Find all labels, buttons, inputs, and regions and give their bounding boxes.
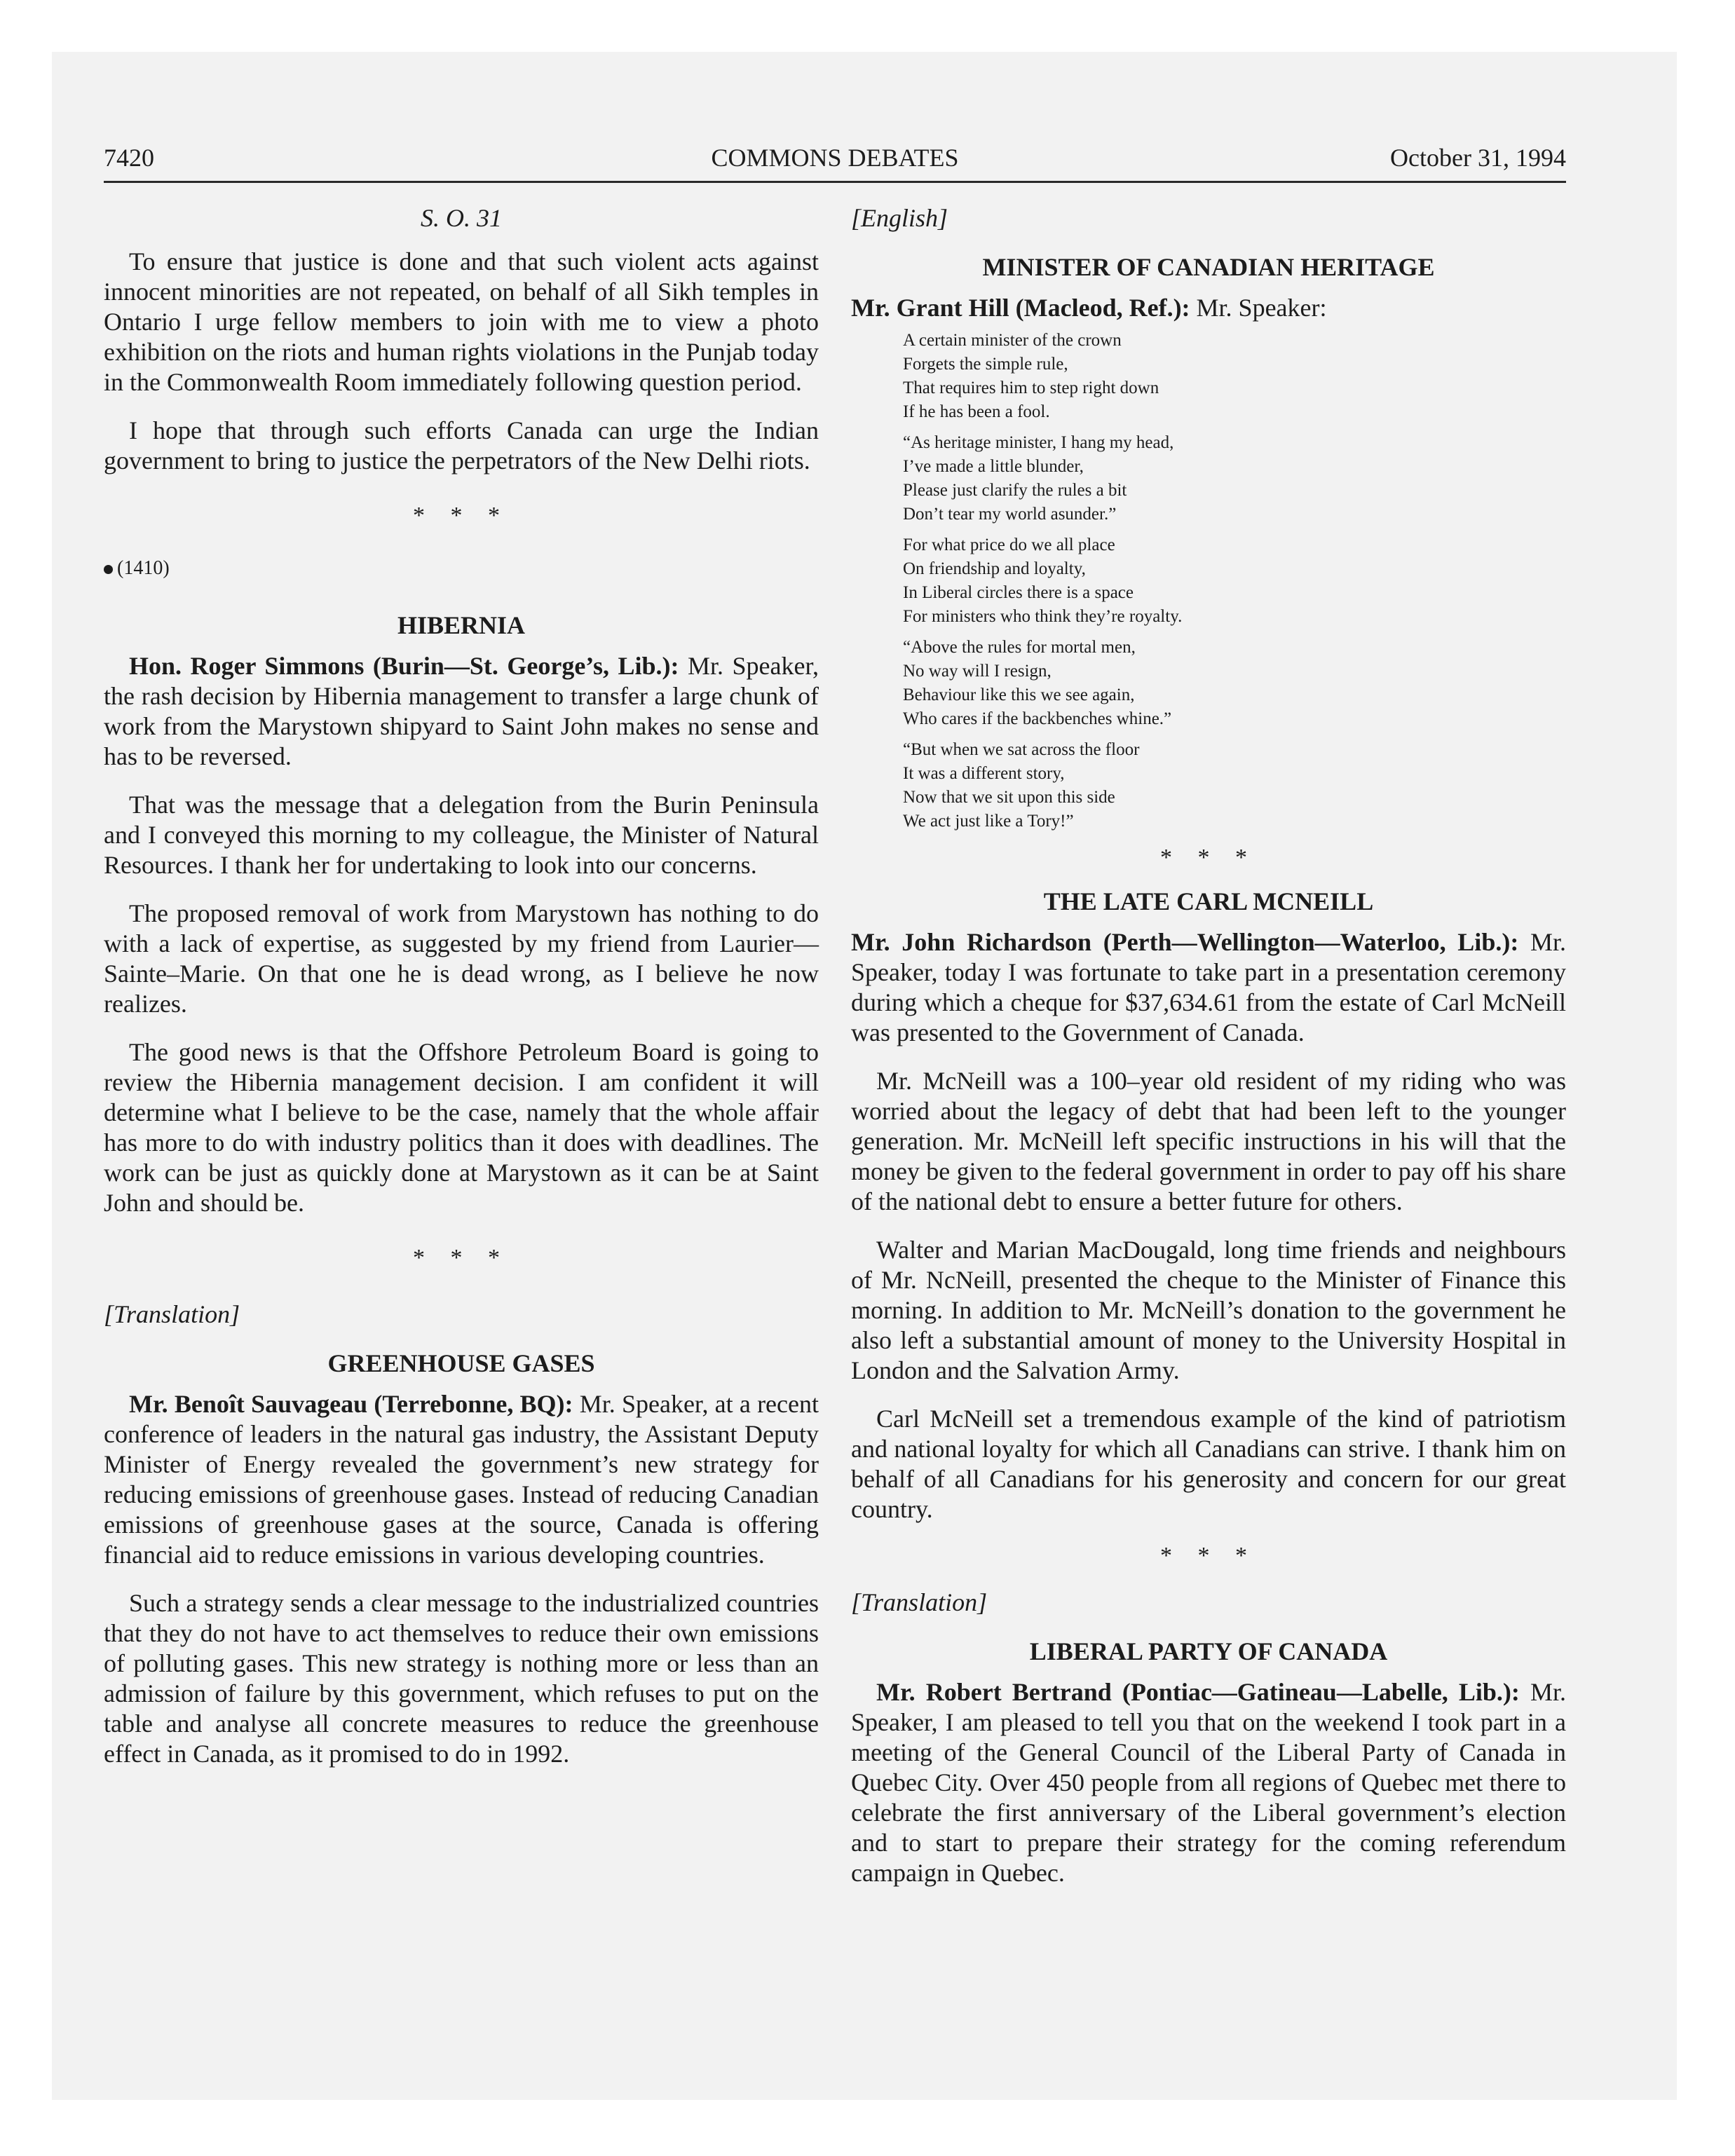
section-heading-greenhouse: GREENHOUSE GASES (327, 1349, 595, 1377)
speaker-name: Mr. Benoît Sauvageau (Terrebonne, BQ): (129, 1390, 573, 1418)
poem-line: That requires him to step right down (903, 378, 1159, 397)
poem-line: Please just clarify the rules a bit (903, 481, 1127, 500)
poem-line: In Liberal circles there is a space (903, 583, 1134, 602)
speech-text: Mr. Speaker: (1196, 294, 1327, 322)
speech-paragraph (851, 293, 1566, 323)
section-separator: * * * (413, 503, 510, 528)
paragraph: That was the message that a delegation from the Burin Peninsula and I conveyed this morning to my colleague, the Minister of Natural Resources. I thank her for undertaking to look into our concerns. (104, 791, 819, 879)
paragraph: Such a strategy sends a clear message to the industrialized countries that they do not have to act themselves to reduce their own emissions of polluting gases. This new strategy is nothing more or less than an admission of failure by this government, which refuses to put on the table and analyse all concrete measures to reduce the greenhouse effect in Canada, as it promised to do in 1992. (104, 1589, 819, 1768)
poem-stanza (903, 431, 1566, 526)
paragraph: To ensure that justice is done and that such violent acts against innocent minorities are not repeated, on behalf of all Sikh temples in Ontario I urge fellow members to join with me to view a photo exhibition on the riots and human rights violations in the Punjab today in the Commonwealth Room immediately following question period. (104, 247, 819, 396)
poem-line: Now that we sit upon this side (903, 788, 1115, 807)
page-header (104, 140, 1566, 183)
poem-line: “But when we sat across the floor (903, 740, 1140, 759)
section-heading-heritage: MINISTER OF CANADIAN HERITAGE (982, 253, 1435, 281)
poem (903, 329, 1566, 833)
poem-stanza (903, 533, 1566, 629)
speech-text: Mr. Speaker, at a recent conference of leaders in the natural gas industry, the Assistant Deputy Minister of Energy revealed the government’s new strategy for reducing emissions of greenhouse gases. Instead of reducing Canadian emissions of greenhouse gases at the source, Canada is offering financial aid to reduce emissions in various developing countries. (104, 1390, 819, 1569)
poem-line: “Above the rules for mortal men, (903, 638, 1136, 657)
speech-text: Mr. Speaker, I am pleased to tell you that on the weekend I took part in a meeting of the General Council of the Liberal Party of Canada in Quebec City. Over 450 people from all regions of Quebec met there to celebrate the first anniversary of the Liberal government’s election and to start to prepare their strategy for the coming referendum campaign in Quebec. (851, 1678, 1566, 1887)
poem-line: “As heritage minister, I hang my head, (903, 433, 1174, 452)
standing-order-label: S. O. 31 (421, 204, 502, 232)
poem-line: I’ve made a little blunder, (903, 457, 1084, 476)
poem-stanza (903, 738, 1566, 833)
paragraph: Carl McNeill set a tremendous example of the kind of patriotism and national loyalty for which all Canadians can strive. I thank him on behalf of all Canadians for his generosity and concern for our great country. (851, 1405, 1566, 1523)
bullet-icon (104, 565, 113, 574)
poem-line: We act just like a Tory!” (903, 812, 1074, 831)
section-separator: * * * (413, 1245, 510, 1271)
speech-text: Mr. Speaker, the rash decision by Hibernia management to transfer a large chunk of work from the Marystown shipyard to Saint John makes no sense and has to be reversed. (104, 652, 819, 770)
language-label: [Translation] (104, 1300, 240, 1328)
poem-stanza (903, 329, 1566, 424)
section-heading-hibernia: HIBERNIA (397, 611, 526, 639)
speaker-name: Hon. Roger Simmons (Burin—St. George’s, Lib.): (129, 652, 679, 680)
poem-stanza (903, 636, 1566, 731)
speaker-name: Mr. Grant Hill (Macleod, Ref.): (851, 294, 1190, 322)
poem-line: Behaviour like this we see again, (903, 685, 1135, 704)
paragraph: Mr. McNeill was a 100–year old resident of my riding who was worried about the legacy of debt that had been left to the younger generation. Mr. McNeill left specific instructions in his will that the money be given to the federal government in order to pay off his share of the national debt to ensure a better future for others. (851, 1067, 1566, 1215)
language-label: [Translation] (851, 1588, 988, 1616)
poem-line: Don’t tear my world asunder.” (903, 505, 1117, 524)
poem-line: No way will I resign, (903, 662, 1052, 681)
poem-line: If he has been a fool. (903, 402, 1050, 421)
poem-line: For what price do we all place (903, 535, 1115, 554)
section-heading-liberal: LIBERAL PARTY OF CANADA (1029, 1637, 1388, 1665)
language-label: [English] (851, 204, 948, 232)
speech-paragraph (851, 1677, 1566, 1888)
section-separator: * * * (1160, 1543, 1257, 1569)
left-column (104, 203, 819, 1787)
paragraph: The good news is that the Offshore Petroleum Board is going to review the Hibernia management decision. I am confident it will determine what I believe to be the case, namely that the whole affair has more to do with industry politics than it does with deadlines. The work can be just as quickly done at Marystown as it can be at Saint John and should be. (104, 1038, 819, 1217)
poem-line: Forgets the simple rule, (903, 355, 1068, 374)
speech-text: Mr. Speaker, today I was fortunate to take part in a presentation ceremony during which a cheque for $37,634.61 from the estate of Carl McNeill was presented to the Government of Canada. (851, 928, 1566, 1046)
timestamp-text: (1410) (117, 557, 170, 579)
timestamp (104, 557, 819, 580)
poem-line: Who cares if the backbenches whine.” (903, 709, 1172, 728)
speaker-name: Mr. John Richardson (Perth—Wellington—Waterloo, Lib.): (851, 928, 1519, 956)
publication-title: COMMONS DEBATES (711, 144, 959, 172)
speech-paragraph (104, 1389, 819, 1570)
section-separator: * * * (1160, 845, 1257, 871)
paragraph: The proposed removal of work from Marystown has nothing to do with a lack of expertise, as suggested by my friend from Laurier—Sainte–Marie. On that one he is dead wrong, as I believe he now realizes. (104, 899, 819, 1018)
poem-line: For ministers who think they’re royalty. (903, 607, 1183, 626)
page-number: 7420 (104, 144, 154, 172)
poem-line: A certain minister of the crown (903, 331, 1122, 350)
poem-line: It was a different story, (903, 764, 1065, 783)
speaker-name: Mr. Robert Bertrand (Pontiac—Gatineau—Labelle, Lib.): (876, 1678, 1520, 1706)
right-column (851, 203, 1566, 1906)
paragraph: Walter and Marian MacDougald, long time friends and neighbours of Mr. NcNeill, presented the cheque to the Minister of Finance this morning. In addition to Mr. McNeill’s donation to the government he also left a substantial amount of money to the University Hospital in London and the Salvation Army. (851, 1236, 1566, 1384)
section-heading-mcneill: THE LATE CARL MCNEILL (1043, 887, 1374, 915)
paragraph: I hope that through such efforts Canada can urge the Indian government to bring to justice the perpetrators of the New Delhi riots. (104, 416, 819, 475)
speech-paragraph (104, 651, 819, 772)
page-date: October 31, 1994 (1390, 144, 1566, 172)
poem-line: On friendship and loyalty, (903, 559, 1086, 578)
speech-paragraph (851, 927, 1566, 1048)
